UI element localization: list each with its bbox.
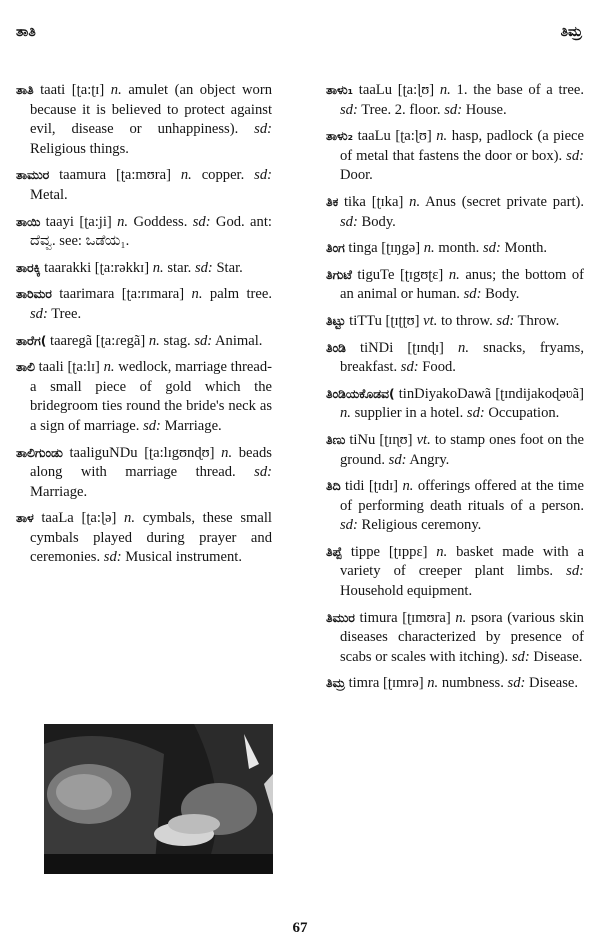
entry-romanization: tika (343, 193, 366, 210)
entry-semantic-domain: Food. (422, 359, 456, 376)
entry-pos: n. (439, 82, 451, 98)
entry-ipa: [ʈa:lɪgʊnɖʊ] (144, 444, 215, 461)
entry-romanization: tidi (344, 478, 365, 495)
entry-romanization: timra (348, 675, 380, 692)
entry-pos: n. (436, 128, 448, 145)
entry-definition: palm tree. (209, 286, 272, 303)
entry-ipa: [ʈɪka] (371, 193, 404, 210)
entry-romanization: tiTTu (349, 312, 382, 329)
entry-headword: ತಾರಕ್ಕಿ (16, 259, 41, 275)
entry-headword: ತಿಂಗ (326, 240, 345, 256)
entry-headword: ತಾಯಿ (16, 213, 41, 229)
entry-semantic-domain: Body. (485, 286, 520, 303)
dictionary-entry: ತಿಕ tika [ʈɪka] n. Anus (secret private part). sd: Body. (326, 193, 585, 230)
entry-definition: amulet (an object worn because it is believed to protect against evil, disease or unhappiness). (30, 82, 273, 138)
entry-pos: n. (427, 675, 439, 692)
entry-headword: ತಿದಿ (326, 478, 341, 494)
entry-ipa: [ʈɪppɛ] (388, 543, 428, 560)
dictionary-entry: ತಾಯಿ taayi [ʈa:ji] n. Goddess. sd: God. ant: ದೆವ್ವ. see: ಒಡೆಯ₁. (16, 213, 272, 250)
entry-definition: hasp, padlock (a piece of metal that fastens the door or box). (340, 128, 585, 164)
dictionary-entry: ತಿಂಡಿ tiNDi [ʈɪnɖɪ] n. snacks, fryams, breakfast. sd: Food. (326, 339, 584, 376)
entry-ipa: [ʈa:rɪmara] (121, 286, 185, 303)
entry-pos: n. (455, 609, 467, 626)
entry-headword: ತಿಗುಟೆ (326, 266, 352, 282)
entry-definition: star. (167, 259, 192, 276)
entry-pos: n. (191, 286, 203, 303)
entry-headword: ತಿಂಡಿ (326, 339, 346, 355)
entry-semantic-domain: Disease. (533, 648, 583, 665)
entry-ipa: [ʈa:ji] (79, 213, 112, 230)
entry-pos: n. (436, 543, 448, 560)
entry-headword: ತಾರಿಮರ (16, 286, 52, 302)
entry-pos: n. (340, 405, 351, 422)
entry-romanization: tippe (350, 543, 381, 560)
entry-romanization: tiNu (349, 431, 376, 448)
running-header-left: ತಾತಿ (16, 24, 36, 40)
entry-semantic-domain: Disease. (529, 675, 579, 692)
entry-semantic-domain: Metal. (30, 186, 68, 203)
entry-pos: vt. (416, 431, 431, 448)
entry-romanization: taaregã (50, 332, 93, 349)
entry-romanization: tinDiyakoDawã (398, 385, 492, 402)
entry-ipa: [ʈa:ɭə] (81, 510, 117, 527)
dictionary-entry: ತಾತಿ taati [ʈa:ʈɪ] n. amulet (an object worn because it is believed to protect against evil, disease or unhappiness). sd: Religious things. (16, 82, 273, 157)
entry-pos: n. (448, 266, 460, 283)
entry-headword: ತಾಲಿಗುಂಡು (16, 444, 63, 460)
entry-definition: basket made with a variety of creeper plant limbs. (340, 543, 584, 580)
entry-pos: n. (458, 339, 469, 356)
dictionary-entry: ತಿಣು tiNu [ʈɪɳʊ] vt. to stamp ones foot on the ground. sd: Angry. (326, 431, 584, 468)
entry-ipa: [ʈa:ɭʊ] (397, 82, 435, 98)
entry-semantic-domain: Religious ceremony. (361, 517, 482, 534)
right-column (326, 80, 584, 700)
entry-ipa: [ʈa:ɭʊ] (395, 128, 432, 145)
entry-ipa: [ʈɪmʊra] (402, 609, 451, 626)
dictionary-entry: ತಿಮುರ timura [ʈɪmʊra] n. psora (various skin diseases characterized by presence of scabs or scales with itching). sd: Disease. (326, 609, 584, 665)
page-number: 67 (292, 920, 308, 936)
entry-semantic-domain: Religious things. (30, 140, 129, 157)
entry-definition: wedlock, marriage thread-a small piece of gold which the bridegroom ties round the bride's neck as a sign of marriage. (30, 359, 272, 434)
entry-ipa: [ʈɪdɪ] (368, 478, 399, 495)
entry-romanization: taarakki (44, 259, 92, 276)
entry-romanization: taaLu (357, 128, 391, 145)
entry-headword: ತಿಪ್ಪೆ (326, 543, 342, 559)
entry-pos: n. (117, 213, 129, 230)
entry-pos: n. (409, 193, 421, 210)
entry-headword: ತಾರೆಗ( (16, 332, 47, 348)
entry-semantic-domain: Angry. (409, 451, 450, 468)
entry-definition: Goddess. (133, 213, 188, 230)
entry-pos: n. (124, 510, 135, 527)
entry-ipa: [ʈɪnɖɪ] (407, 339, 444, 356)
entry-semantic-domain: Marriage. (164, 417, 222, 434)
entry-headword: ತಿಣು (326, 431, 346, 447)
entry-romanization: taali (38, 359, 64, 376)
dictionary-entry: ತಿಮ್ರ timra [ʈɪmrə] n. numbness. sd: Disease. (326, 675, 579, 692)
entry-ipa: [ʈɪʈʈʊ] (385, 312, 420, 329)
dictionary-entry: ತಾರಿಮರ taarimara [ʈa:rɪmara] n. palm tree. sd: Tree. (16, 286, 272, 322)
entry-ipa: [ʈa:ʈɪ] (71, 82, 105, 98)
entry-semantic-domain: Tree. (51, 305, 82, 322)
entry-definition: numbness. (441, 675, 504, 692)
entry-semantic-domain: Star. (216, 259, 243, 276)
dictionary-entry: ತಿಂಡಿಯಕೊಡವ( tinDiyakoDawã [ʈɪndijakoɖəʋã] n. supplier in a hotel. sd: Occupation. (326, 385, 584, 422)
entry-ipa: [ʈɪmrə] (383, 675, 424, 692)
entry-headword: ತಾಳ (16, 510, 34, 526)
entry-romanization: taaliguNDu (69, 444, 138, 461)
entry-romanization: taamura (59, 167, 107, 184)
entry-romanization: taarimara (59, 286, 115, 303)
entry-headword: ತಿಟ್ಟು (326, 312, 346, 328)
entry-definition: month. (438, 240, 480, 257)
entry-ipa: [ʈɪŋgə] (381, 240, 421, 257)
dictionary-entry: ತಾಳು₂ taaLu [ʈa:ɭʊ] n. hasp, padlock (a piece of metal that fastens the door or box). sd: Door. (326, 128, 585, 184)
entry-semantic-domain: Body. (361, 213, 396, 230)
dictionary-entry: ತಿಗುಟೆ tiguTe [ʈɪgʊʈɛ] n. anus; the bottom of an animal or human. sd: Body. (326, 266, 585, 303)
entry-definition: Anus (secret private part). (425, 193, 585, 210)
entry-semantic-domain: Throw. (517, 312, 560, 329)
entry-semantic-domain: Marriage. (30, 483, 88, 500)
running-header-right: ತಿಮ್ರ (560, 24, 582, 40)
entry-headword: ತಿಂಡಿಯಕೊಡವ( (326, 385, 395, 401)
entry-semantic-domain: House. (465, 101, 507, 118)
entry-pos: n. (402, 478, 414, 495)
dictionary-entry: ತಿಟ್ಟು tiTTu [ʈɪʈʈʊ] vt. to throw. sd: Throw. (326, 312, 560, 329)
entry-romanization: tinga (348, 240, 378, 257)
entry-pos: n. (110, 82, 122, 98)
entry-pos: n. (152, 259, 164, 276)
entry-pos: n. (423, 240, 435, 257)
dictionary-entry: ತಾಮುರ taamura [ʈa:mʊra] n. copper. sd: Metal. (16, 167, 272, 203)
entry-pos: n. (148, 332, 160, 349)
dictionary-entry: ತಾಲಿಗುಂಡು taaliguNDu [ʈa:lɪgʊnɖʊ] n. beads along with marriage thread. sd: Marriage. (16, 444, 272, 500)
dictionary-entry: ತಿದಿ tidi [ʈɪdɪ] n. offerings offered at the time of performing death rituals of a person. sd: Religious ceremony. (326, 478, 584, 534)
entry-definition: offerings offered at the time of performing death rituals of a person. (340, 478, 584, 514)
entry-pos: n. (103, 359, 115, 376)
entry-definition: psora (various skin diseases characterized by presence of scabs or scales with itching). (340, 609, 584, 665)
entry-definition: to throw. (441, 312, 493, 329)
dictionary-entry: ತಿಪ್ಪೆ tippe [ʈɪppɛ] n. basket made with a variety of creeper plant limbs. sd: Household equipment. (326, 543, 584, 600)
entry-definition: 1. the base of a tree. (456, 82, 585, 98)
entry-definition: supplier in a hotel. (354, 405, 464, 422)
entry-headword: ತಿಮ್ರ (326, 675, 345, 691)
cymbals-illustration (44, 724, 273, 874)
dictionary-entry: ತಾಲಿ taali [ʈa:lɪ] n. wedlock, marriage thread-a small piece of gold which the bridegroom ties round the bride's neck as a sign of marriage. sd: Marriage. (16, 359, 272, 434)
entry-semantic-domain: Occupation. (488, 405, 560, 422)
entry-pos: vt. (423, 312, 438, 329)
entry-ipa: [ʈa:rəkkɪ] (94, 259, 150, 276)
entry-headword: ತಿಕ (326, 193, 339, 209)
entry-romanization: taaLu (358, 82, 393, 98)
entry-romanization: timura (359, 609, 398, 626)
entry-headword: ತಾಳು₂ (326, 128, 354, 144)
dictionary-entry: ತಾಳು₁ taaLu [ʈa:ɭʊ] n. 1. the base of a tree. sd: Tree. 2. floor. sd: House. (326, 82, 585, 118)
entry-ipa: [ʈɪgʊʈɛ] (399, 266, 444, 283)
entry-pos: n. (180, 167, 192, 184)
entry-headword: ತಿಮುರ (326, 609, 355, 625)
left-column (16, 80, 272, 574)
entry-definition: cymbals, these small cymbals played during prayer and ceremonies. (30, 510, 272, 566)
entry-ipa: [ʈa:lɪ] (67, 359, 100, 376)
entry-headword: ತಾಮುರ (16, 167, 50, 183)
entry-semantic-domain: Door. (340, 167, 373, 184)
entry-pos: n. (221, 444, 233, 461)
entry-headword: ತಾತಿ (16, 82, 34, 97)
entry-semantic-domain: Tree. 2. floor. (361, 101, 441, 118)
entry-headword: ತಾಳು₁ (326, 82, 354, 97)
entry-definition: snacks, fryams, breakfast. (340, 339, 584, 376)
entry-ipa: [ʈa:ɾegã] (95, 332, 146, 349)
entry-definition: anus; the bottom of an animal or human. (340, 266, 585, 303)
cymbals-photo (44, 724, 273, 874)
entry-semantic-domain: God. ant: ದೆವ್ವ. see: ಒಡೆಯ₁. (30, 213, 272, 250)
dictionary-entry: ತಿಂಗ tinga [ʈɪŋgə] n. month. sd: Month. (326, 240, 548, 257)
dictionary-entry: ತಾರೆಗ( taaregã [ʈa:ɾegã] n. stag. sd: Animal. (16, 332, 263, 349)
entry-definition: stag. (163, 332, 191, 349)
entry-romanization: taayi (45, 213, 74, 230)
entry-romanization: taati (40, 82, 66, 98)
entry-semantic-domain: Month. (504, 240, 548, 257)
dictionary-entry: ತಾಳ taaLa [ʈa:ɭə] n. cymbals, these small cymbals played during prayer and ceremonies. sd: Musical instrument. (16, 510, 272, 566)
entry-semantic-domain: Musical instrument. (125, 549, 243, 566)
entry-romanization: tiguTe (357, 266, 395, 283)
dictionary-entry: ತಾರಕ್ಕಿ taarakki [ʈa:rəkkɪ] n. star. sd: Star. (16, 259, 243, 276)
entry-definition: copper. (201, 167, 245, 184)
entry-ipa: [ʈa:mʊra] (115, 167, 171, 184)
entry-semantic-domain: Household equipment. (340, 583, 473, 600)
entry-ipa: [ʈɪndijakoɖəʋã] (495, 385, 584, 402)
entry-ipa: [ʈɪɳʊ] (379, 431, 413, 448)
entry-headword: ತಾಲಿ (16, 359, 35, 375)
entry-semantic-domain: Animal. (215, 332, 263, 349)
entry-definition: beads along with marriage thread. (30, 444, 272, 481)
entry-romanization: tiNDi (360, 339, 394, 356)
entry-romanization: taaLa (41, 510, 74, 527)
entry-definition: to stamp ones foot on the ground. (340, 431, 584, 468)
